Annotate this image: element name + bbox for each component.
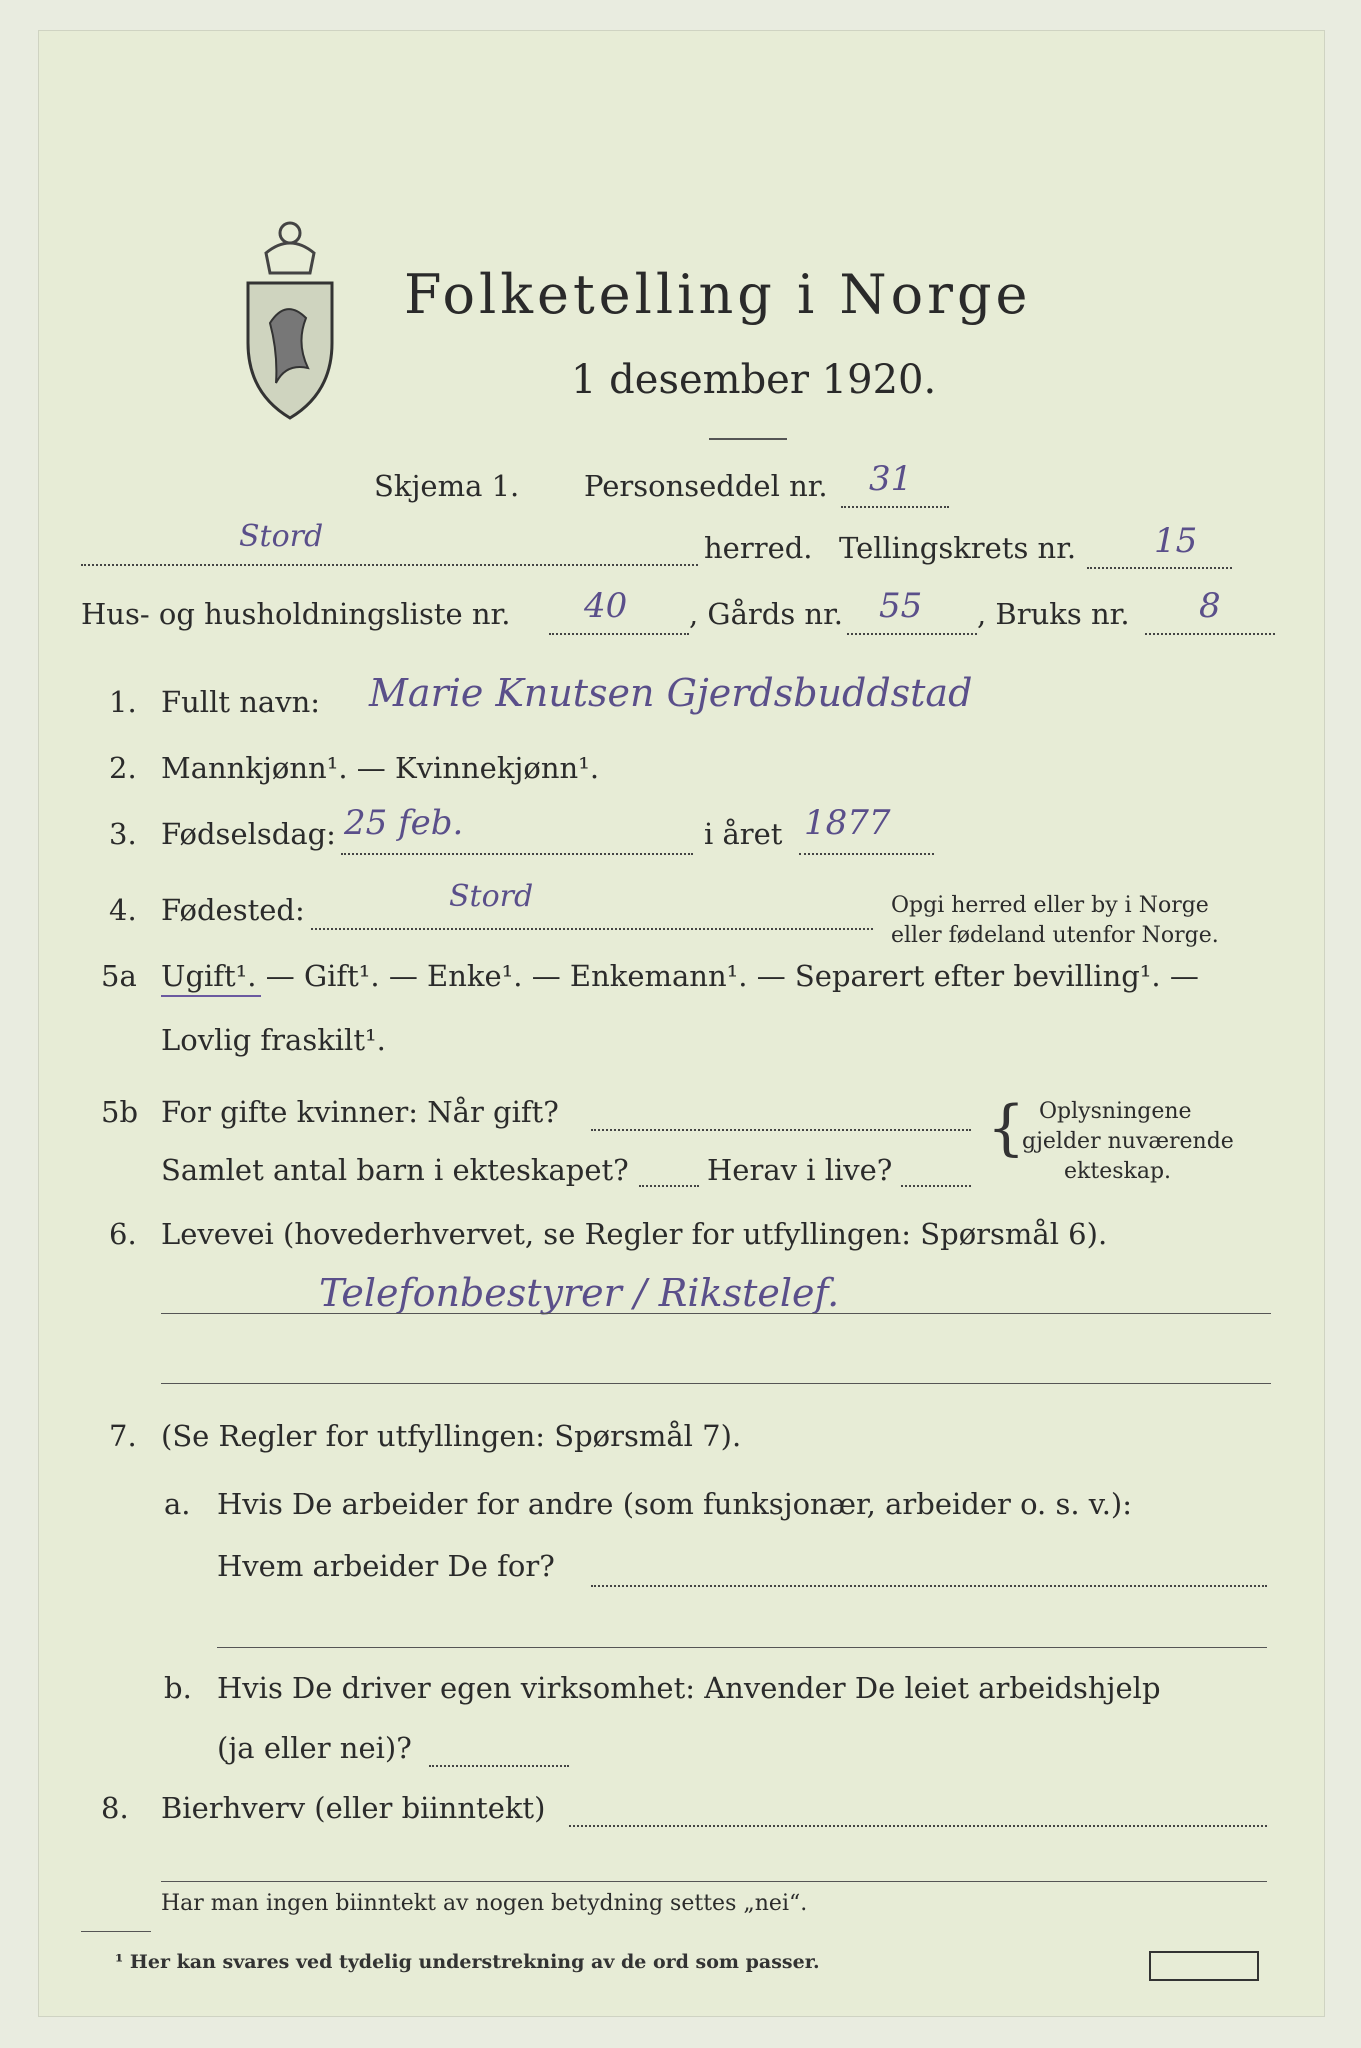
hus-value: 40 xyxy=(584,586,628,626)
birthplace-field[interactable] xyxy=(311,928,873,930)
side-income-field[interactable] xyxy=(569,1825,1267,1827)
personseddel-label: Personseddel nr. xyxy=(584,469,828,503)
skjema-label: Skjema 1. xyxy=(374,469,520,503)
q4-note-line2: eller fødeland utenfor Norge. xyxy=(891,923,1219,948)
occupation-line-2 xyxy=(161,1383,1271,1384)
q7a-marker: a. xyxy=(164,1487,191,1521)
q7-number: 7. xyxy=(109,1419,137,1453)
q5a-number: 5a xyxy=(101,959,137,993)
q5b-number: 5b xyxy=(101,1095,139,1129)
birthday-field[interactable] xyxy=(341,853,693,855)
tellingskrets-label: Tellingskrets nr. xyxy=(839,531,1077,565)
q3-label: Fødselsdag: xyxy=(161,817,336,851)
census-date: 1 desember 1920. xyxy=(571,357,937,403)
tellingskrets-field[interactable] xyxy=(1087,567,1232,569)
personseddel-value: 31 xyxy=(869,459,913,499)
hus-field[interactable] xyxy=(549,633,689,635)
living-field[interactable] xyxy=(901,1185,971,1187)
census-form xyxy=(38,30,1325,2017)
q1-label: Fullt navn: xyxy=(161,685,321,719)
ugift-underline xyxy=(161,995,261,997)
q4-number: 4. xyxy=(109,893,137,927)
hired-help-field[interactable] xyxy=(429,1765,569,1767)
q8-number: 8. xyxy=(101,1791,129,1825)
birthplace-value: Stord xyxy=(449,879,534,914)
coat-of-arms-emblem xyxy=(236,193,344,423)
herred-field[interactable] xyxy=(81,564,698,566)
q2-number: 2. xyxy=(109,751,137,785)
q8-label: Bierhverv (eller biinntekt) xyxy=(161,1791,546,1825)
herred-value: Stord xyxy=(239,519,324,554)
title-divider xyxy=(709,438,787,440)
form-title: Folketelling i Norge xyxy=(404,263,1032,326)
q5b-brace: { xyxy=(987,1093,1026,1163)
q4-note-line1: Opgi herred eller by i Norge xyxy=(891,893,1209,918)
q7b-marker: b. xyxy=(164,1671,192,1705)
living-label: Herav i live? xyxy=(707,1153,893,1187)
q2-text: Mannkjønn¹. — Kvinnekjønn¹. xyxy=(161,751,600,785)
hus-label: Hus- og husholdningsliste nr. xyxy=(81,597,511,631)
tellingskrets-value: 15 xyxy=(1154,521,1198,561)
gards-field[interactable] xyxy=(847,633,977,635)
q1-number: 1. xyxy=(109,685,137,719)
bruks-label: , Bruks nr. xyxy=(977,597,1130,631)
bruks-value: 8 xyxy=(1199,586,1221,626)
when-married-label: For gifte kvinner: Når gift? xyxy=(161,1095,559,1129)
year-value: 1877 xyxy=(804,803,891,843)
year-field[interactable] xyxy=(799,853,934,855)
herred-label: herred. xyxy=(704,531,813,565)
birthday-value: 25 feb. xyxy=(344,803,464,843)
personseddel-field[interactable] xyxy=(841,506,949,508)
children-label: Samlet antal barn i ekteskapet? xyxy=(161,1153,629,1187)
bruks-field[interactable] xyxy=(1145,633,1275,635)
q7b-line1: Hvis De driver egen virksomhet: Anvender De leiet arbeidshjelp xyxy=(217,1671,1161,1705)
gards-value: 55 xyxy=(879,586,923,626)
q5a-options: Ugift¹. — Gift¹. — Enke¹. — Enkemann¹. — Separert efter bevilling¹. — xyxy=(161,959,1199,993)
q5b-note-line2: gjelder nuværende xyxy=(1022,1129,1234,1154)
q7b-line2: (ja eller nei)? xyxy=(217,1731,412,1765)
gards-label: , Gårds nr. xyxy=(689,597,843,631)
footer-note: Har man ingen biinntekt av nogen betydning settes „nei“. xyxy=(161,1891,808,1916)
employer-field[interactable] xyxy=(591,1585,1267,1587)
employer-line xyxy=(217,1647,1267,1648)
q3-number: 3. xyxy=(109,817,137,851)
occupation-line-1 xyxy=(161,1313,1271,1314)
footnote-rule xyxy=(81,1931,151,1932)
q5a-options-cont: Lovlig fraskilt¹. xyxy=(161,1023,386,1057)
q6-number: 6. xyxy=(109,1217,137,1251)
year-label: i året xyxy=(704,817,783,851)
side-income-line xyxy=(161,1881,1267,1882)
full-name-value[interactable]: Marie Knutsen Gjerdsbuddstad xyxy=(369,671,973,715)
q5b-note-line1: Oplysningene xyxy=(1039,1099,1192,1124)
occupation-value[interactable]: Telefonbestyrer / Rikstelef. xyxy=(319,1271,840,1315)
footnote: ¹ Her kan svares ved tydelig understrekning av de ord som passer. xyxy=(115,1951,820,1973)
printer-stamp xyxy=(1149,1951,1259,1981)
q7-label: (Se Regler for utfyllingen: Spørsmål 7). xyxy=(161,1419,742,1453)
when-married-field[interactable] xyxy=(591,1129,971,1131)
q6-label: Levevei (hovederhvervet, se Regler for utfyllingen: Spørsmål 6). xyxy=(161,1217,1108,1251)
q7a-line1: Hvis De arbeider for andre (som funksjonær, arbeider o. s. v.): xyxy=(217,1487,1133,1521)
q4-label: Fødested: xyxy=(161,893,305,927)
children-field[interactable] xyxy=(639,1185,699,1187)
q5b-note-line3: ekteskap. xyxy=(1064,1159,1172,1184)
q7a-line2: Hvem arbeider De for? xyxy=(217,1549,555,1583)
